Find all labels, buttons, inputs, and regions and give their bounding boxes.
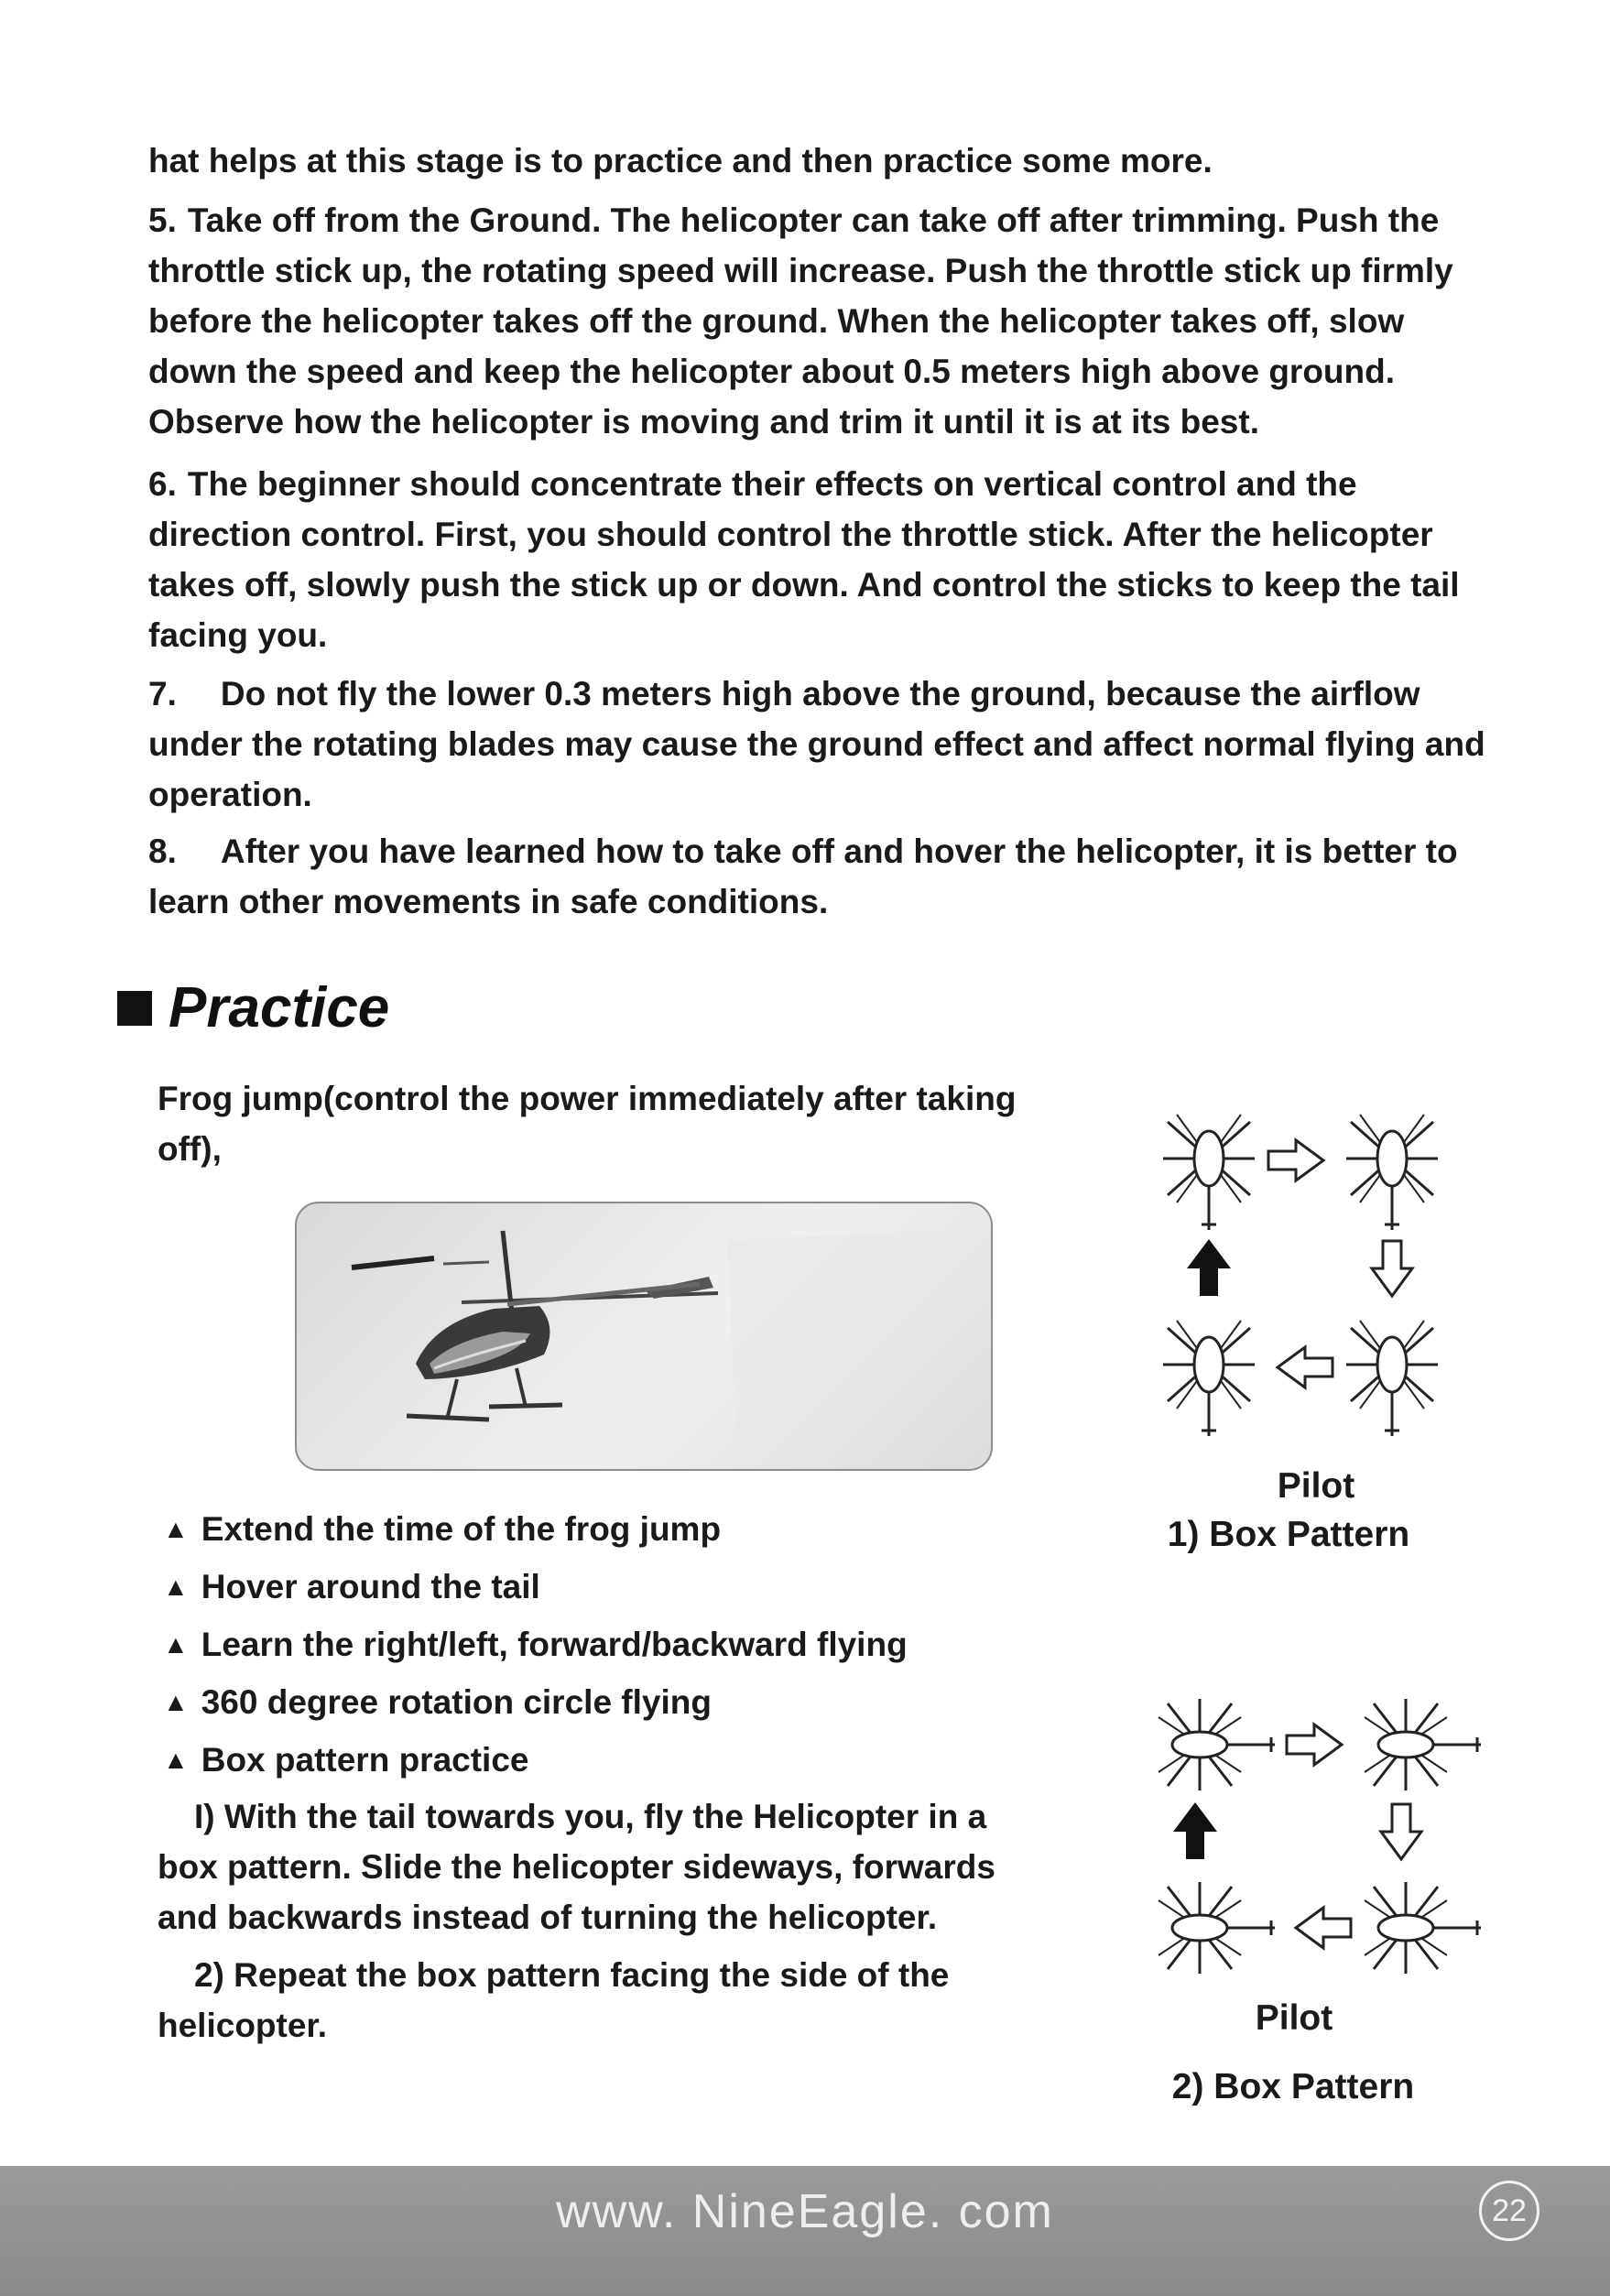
arrow-up-icon — [1187, 1239, 1231, 1296]
pilot-label-1: Pilot — [1277, 1466, 1355, 1506]
pilot-label-2: Pilot — [1255, 1998, 1333, 2038]
helicopter-icon — [1163, 1115, 1255, 1230]
helicopter-icon — [1159, 1699, 1275, 1790]
step-text: Do not fly the lower 0.3 meters high above the ground, because the airflow under the rotating blades may cause the ground effect and affect normal flying and operation. — [148, 675, 1485, 813]
list-item — [163, 1673, 1042, 1731]
instruction-1: I) With the tail towards you, fly the Helicopter in a box pattern. Slide the helicopter sideways, forwards and backwards instead of turning the helicopter. — [158, 1798, 995, 1936]
step-6 — [148, 459, 1485, 660]
step-5 — [148, 195, 1485, 447]
list-item-text: Extend the time of the frog jump — [201, 1510, 722, 1548]
helicopter-icon — [1346, 1321, 1438, 1436]
section-title: Practice — [169, 976, 390, 1039]
list-item-text: Hover around the tail — [201, 1568, 540, 1605]
triangle-bullet-icon: ▲ — [163, 1688, 189, 1716]
step-number: 8. — [148, 832, 177, 870]
triangle-bullet-icon: ▲ — [163, 1746, 189, 1774]
box-pattern-1-diagram — [1145, 1104, 1474, 1461]
arrow-down-icon — [1381, 1804, 1421, 1859]
practice-list — [163, 1500, 1042, 1789]
step-text: Take off from the Ground. The helicopter can take off after trimming. Push the throttle stick up, the rotating speed will increase. Push the throttle stick up firmly before the helicopter takes off the ground. When the helicopter takes off, slow down the speed and keep the helicopter about 0.5 meters high above ground. Observe how the helicopter is moving and trim it until it is at its best. — [148, 201, 1453, 441]
section-heading — [117, 975, 389, 1040]
step-number: 7. — [148, 675, 177, 713]
intro-text: hat helps at this stage is to practice and then practice some more. — [148, 142, 1213, 180]
box-pattern-2-caption: 2) Box Pattern — [1171, 2067, 1415, 2106]
box-pattern-1-caption: 1) Box Pattern — [1167, 1515, 1410, 1554]
helicopter-illustration — [297, 1203, 991, 1469]
arrow-right-icon — [1287, 1725, 1342, 1765]
arrow-left-icon — [1296, 1908, 1351, 1948]
box-pattern-2-diagram — [1145, 1694, 1502, 1987]
helicopter-photo — [295, 1202, 993, 1471]
list-item — [163, 1558, 1042, 1616]
arrow-down-icon — [1372, 1241, 1412, 1296]
triangle-bullet-icon: ▲ — [163, 1515, 189, 1543]
step-7 — [148, 669, 1485, 820]
helicopter-icon — [1365, 1882, 1481, 1974]
step-8 — [148, 826, 1485, 927]
arrow-up-icon — [1173, 1802, 1217, 1859]
step-number: 6. — [148, 465, 177, 503]
list-item-text: 360 degree rotation circle flying — [201, 1683, 712, 1721]
list-item — [163, 1616, 1042, 1673]
list-item — [163, 1500, 1042, 1558]
step-text: The beginner should concentrate their effects on vertical control and the direction control. First, you should control the throttle stick. After the helicopter takes off, slowly push the stick up or down. And control the sticks to keep the tail facing you. — [148, 465, 1460, 654]
instruction-2: 2) Repeat the box pattern facing the side of the helicopter. — [158, 1956, 950, 2044]
helicopter-icon — [1365, 1699, 1481, 1790]
helicopter-icon — [1163, 1321, 1255, 1436]
list-item-text: Learn the right/left, forward/backward flying — [201, 1626, 908, 1663]
footer-bar — [0, 2166, 1610, 2296]
list-item — [163, 1731, 1042, 1789]
page-number: 22 — [1479, 2181, 1539, 2241]
list-item-text: Box pattern practice — [201, 1741, 529, 1779]
triangle-bullet-icon: ▲ — [163, 1630, 189, 1659]
arrow-left-icon — [1278, 1347, 1333, 1387]
arrow-right-icon — [1268, 1140, 1323, 1181]
step-text: After you have learned how to take off and hover the helicopter, it is better to learn other movements in safe conditions. — [148, 832, 1458, 920]
frog-jump-text: Frog jump(control the power immediately after taking off), — [158, 1080, 1017, 1168]
helicopter-icon — [1159, 1882, 1275, 1974]
step-number: 5. — [148, 201, 177, 239]
triangle-bullet-icon: ▲ — [163, 1572, 189, 1601]
square-bullet-icon — [117, 991, 152, 1026]
website-url: www. NineEagle. com — [556, 2185, 1054, 2238]
helicopter-icon — [1346, 1115, 1438, 1230]
